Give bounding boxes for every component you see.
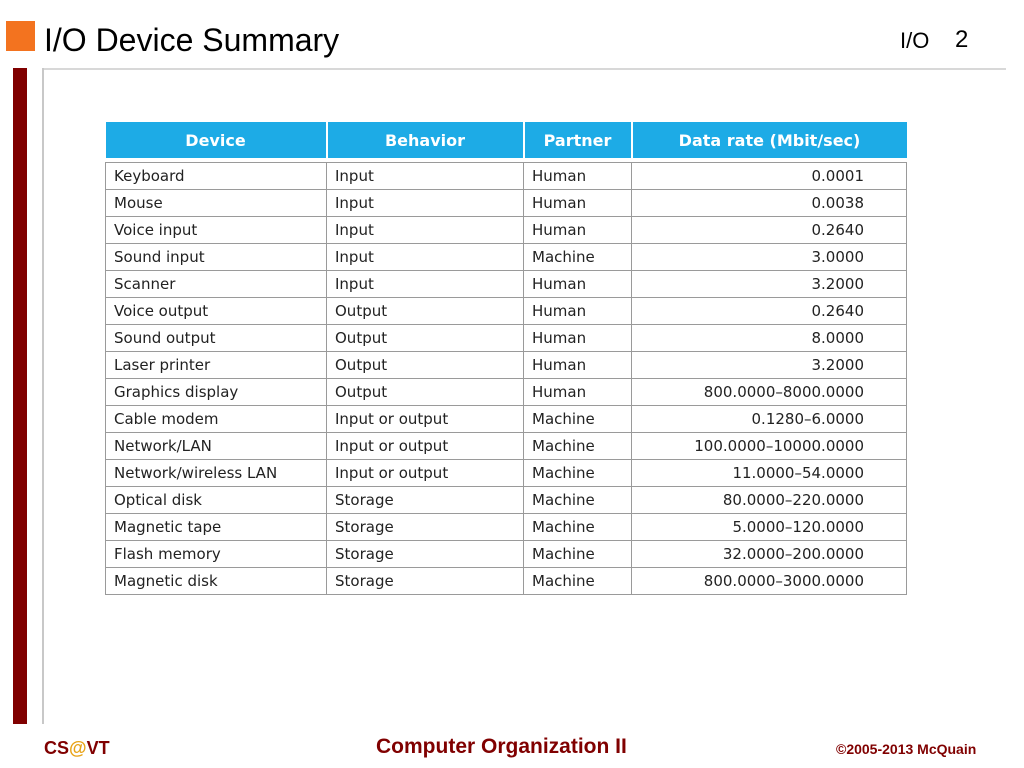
table-row	[106, 298, 907, 325]
cell-behavior: Storage	[327, 568, 524, 595]
footer-course-title: Computer Organization II	[376, 735, 627, 758]
cell-data-rate: 800.0000–8000.0000	[632, 379, 907, 406]
cell-partner: Machine	[524, 244, 632, 271]
cell-data-rate: 11.0000–54.0000	[632, 460, 907, 487]
table-row	[106, 271, 907, 298]
cell-device: Magnetic tape	[106, 514, 327, 541]
cell-data-rate: 100.0000–10000.0000	[632, 433, 907, 460]
cell-behavior: Output	[327, 352, 524, 379]
cell-data-rate: 0.0038	[632, 190, 907, 217]
cell-behavior: Output	[327, 379, 524, 406]
cell-device: Network/wireless LAN	[106, 460, 327, 487]
cell-behavior: Input	[327, 271, 524, 298]
cell-device: Voice input	[106, 217, 327, 244]
cell-data-rate: 3.2000	[632, 352, 907, 379]
cell-partner: Human	[524, 217, 632, 244]
slide-topic: I/O	[900, 28, 930, 53]
table-row	[106, 325, 907, 352]
table-row	[106, 217, 907, 244]
cell-device: Scanner	[106, 271, 327, 298]
device-table-container	[105, 122, 906, 595]
cell-partner: Human	[524, 379, 632, 406]
cell-device: Voice output	[106, 298, 327, 325]
cell-partner: Machine	[524, 541, 632, 568]
cell-device: Flash memory	[106, 541, 327, 568]
table-row	[106, 244, 907, 271]
cell-device: Network/LAN	[106, 433, 327, 460]
cell-behavior: Output	[327, 298, 524, 325]
cell-partner: Machine	[524, 433, 632, 460]
cell-partner: Machine	[524, 406, 632, 433]
cell-behavior: Input	[327, 190, 524, 217]
table-row	[106, 190, 907, 217]
cell-partner: Machine	[524, 568, 632, 595]
cell-data-rate: 3.2000	[632, 271, 907, 298]
title-accent-square	[6, 21, 35, 51]
table-row	[106, 541, 907, 568]
table-row	[106, 379, 907, 406]
cell-data-rate: 3.0000	[632, 244, 907, 271]
cell-behavior: Input	[327, 217, 524, 244]
cell-partner: Human	[524, 190, 632, 217]
header-data-rate: Data rate (Mbit/sec)	[632, 122, 907, 158]
cell-device: Keyboard	[106, 163, 327, 190]
table-row	[106, 568, 907, 595]
page-number: 2	[955, 26, 969, 53]
content-border-top	[44, 68, 1006, 70]
header-partner: Partner	[524, 122, 632, 158]
left-maroon-bar	[13, 68, 27, 724]
cell-device: Graphics display	[106, 379, 327, 406]
cell-partner: Machine	[524, 487, 632, 514]
cell-partner: Machine	[524, 460, 632, 487]
content-border-left	[42, 68, 44, 724]
footer-course-code	[44, 738, 110, 759]
table-header-row	[106, 122, 907, 158]
header-behavior: Behavior	[327, 122, 524, 158]
cell-device: Laser printer	[106, 352, 327, 379]
cell-device: Optical disk	[106, 487, 327, 514]
cell-device: Cable modem	[106, 406, 327, 433]
footer-cs: CS	[44, 738, 70, 758]
cell-partner: Human	[524, 163, 632, 190]
cell-behavior: Input	[327, 244, 524, 271]
cell-data-rate: 0.1280–6.0000	[632, 406, 907, 433]
cell-partner: Human	[524, 271, 632, 298]
device-summary-table	[105, 122, 907, 595]
cell-data-rate: 5.0000–120.0000	[632, 514, 907, 541]
table-row	[106, 460, 907, 487]
table-row	[106, 406, 907, 433]
cell-data-rate: 32.0000–200.0000	[632, 541, 907, 568]
header-device: Device	[106, 122, 327, 158]
cell-device: Mouse	[106, 190, 327, 217]
cell-behavior: Storage	[327, 541, 524, 568]
cell-device: Magnetic disk	[106, 568, 327, 595]
footer-at: @	[69, 738, 87, 758]
cell-partner: Human	[524, 325, 632, 352]
cell-device: Sound input	[106, 244, 327, 271]
footer-vt: VT	[86, 738, 110, 758]
cell-behavior: Input or output	[327, 406, 524, 433]
cell-partner: Human	[524, 298, 632, 325]
footer-copyright: ©2005-2013 McQuain	[836, 741, 977, 757]
cell-data-rate: 0.0001	[632, 163, 907, 190]
cell-behavior: Storage	[327, 487, 524, 514]
cell-partner: Human	[524, 352, 632, 379]
cell-behavior: Output	[327, 325, 524, 352]
table-row	[106, 433, 907, 460]
cell-data-rate: 0.2640	[632, 217, 907, 244]
table-row	[106, 352, 907, 379]
cell-data-rate: 80.0000–220.0000	[632, 487, 907, 514]
cell-data-rate: 800.0000–3000.0000	[632, 568, 907, 595]
table-row	[106, 163, 907, 190]
table-row	[106, 514, 907, 541]
cell-data-rate: 0.2640	[632, 298, 907, 325]
cell-data-rate: 8.0000	[632, 325, 907, 352]
cell-behavior: Storage	[327, 514, 524, 541]
cell-device: Sound output	[106, 325, 327, 352]
cell-behavior: Input or output	[327, 460, 524, 487]
cell-behavior: Input or output	[327, 433, 524, 460]
slide-title: I/O Device Summary	[44, 22, 340, 58]
table-row	[106, 487, 907, 514]
cell-behavior: Input	[327, 163, 524, 190]
cell-partner: Machine	[524, 514, 632, 541]
